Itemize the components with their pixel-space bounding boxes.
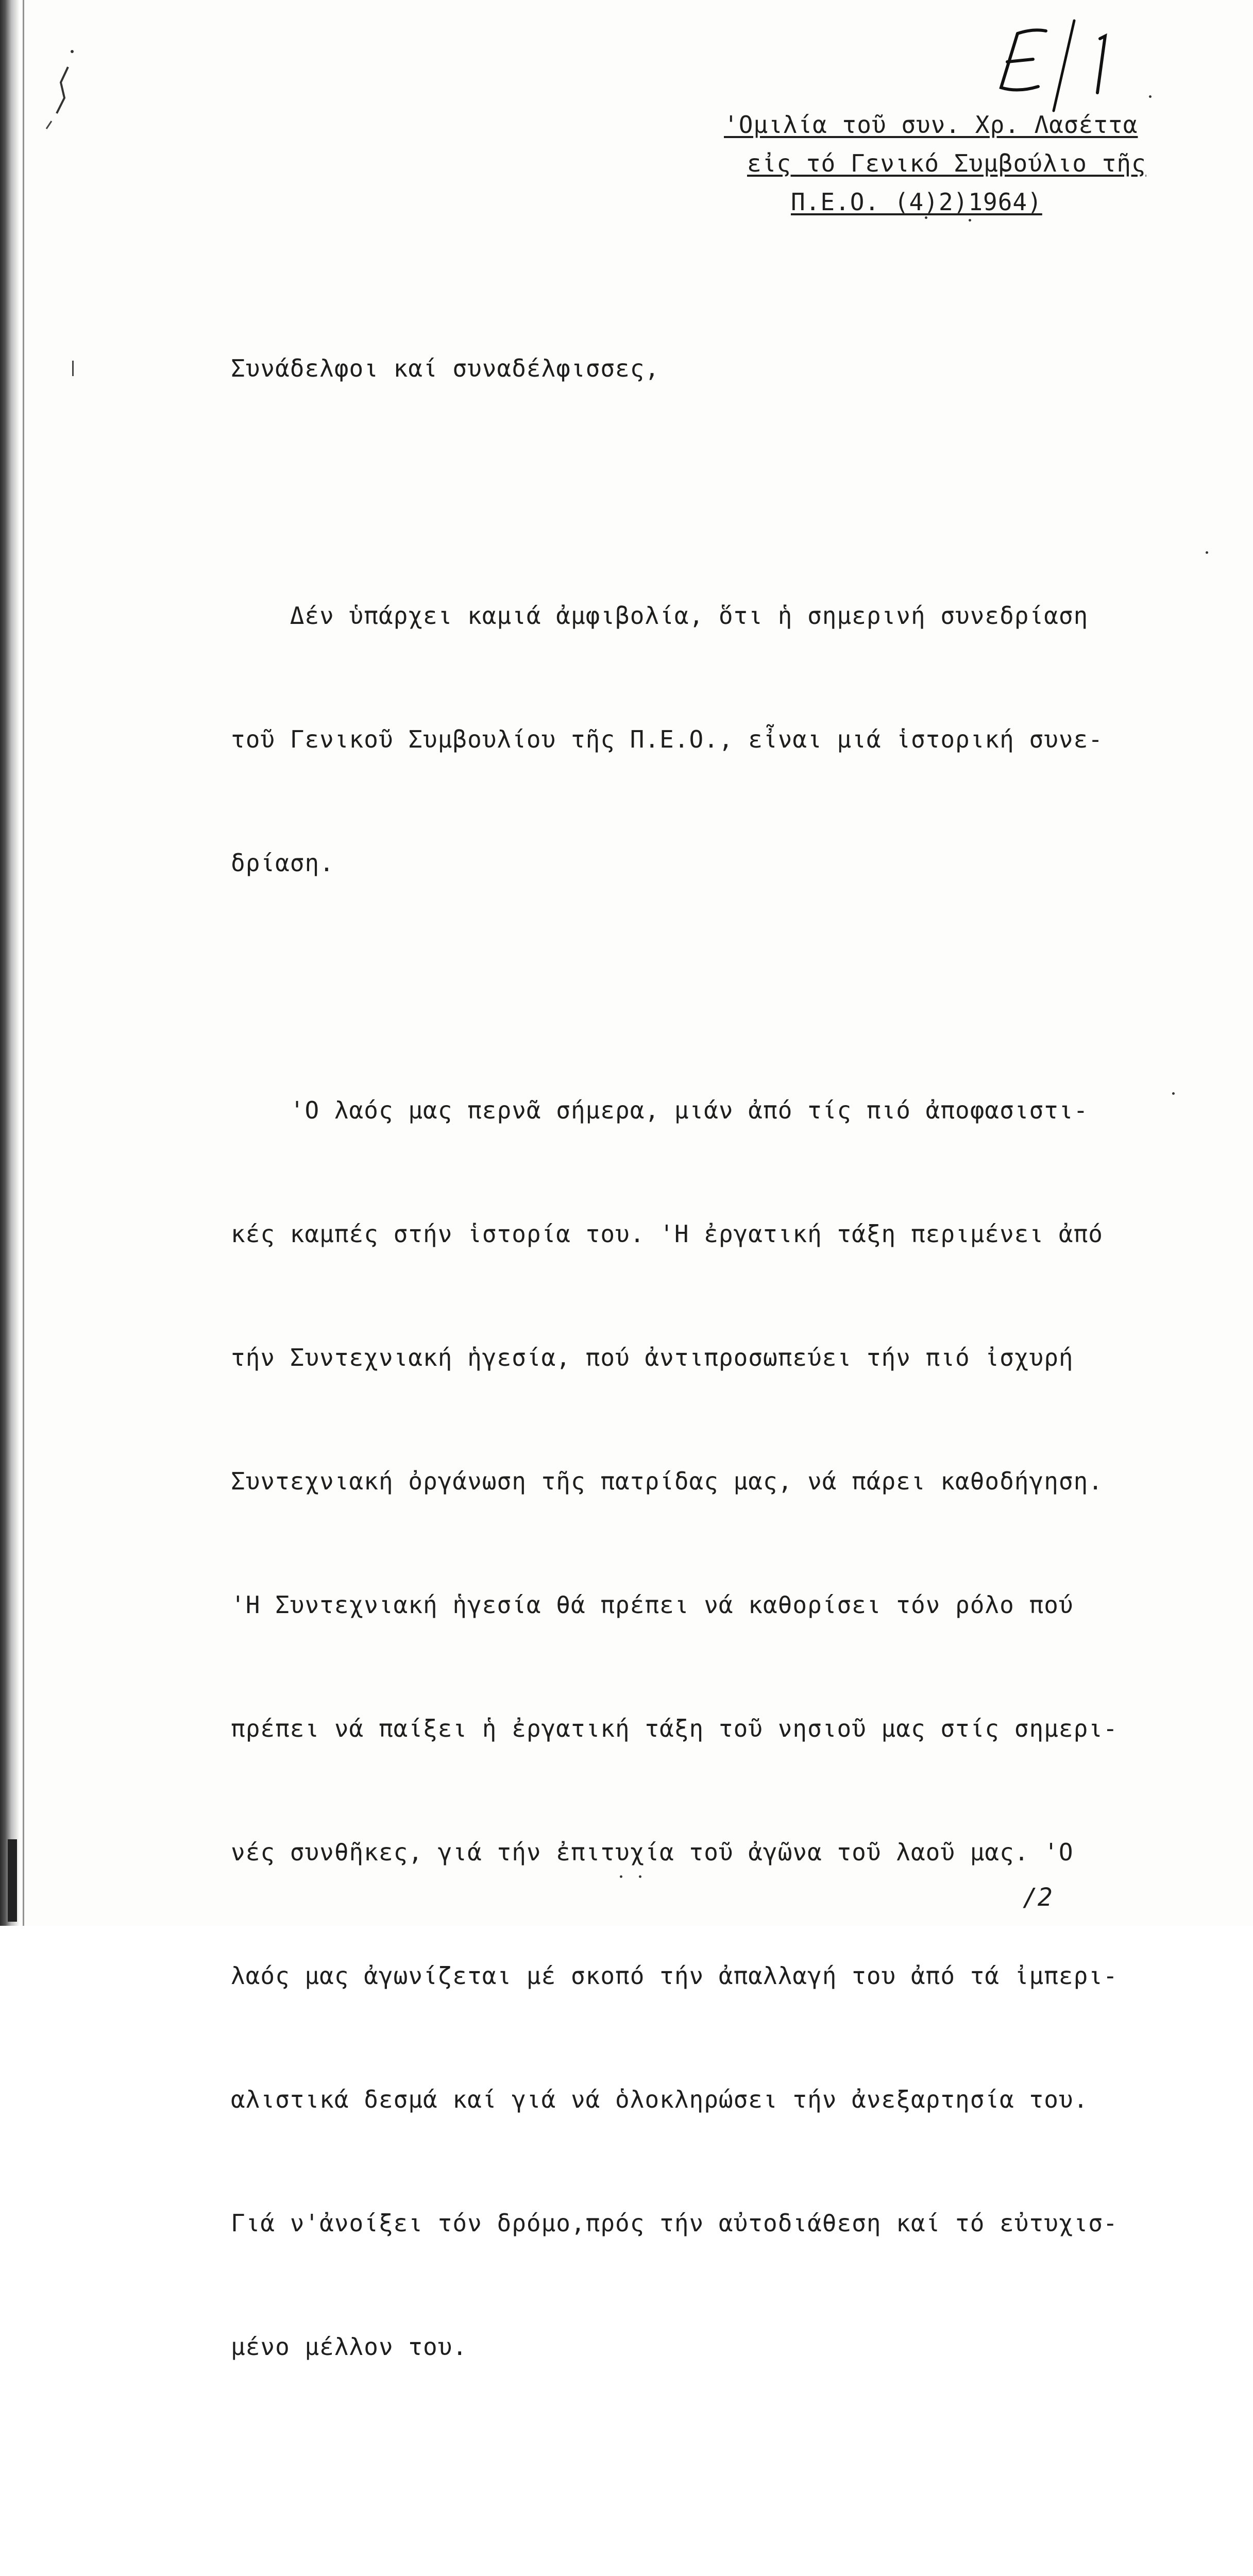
document-body (231, 265, 1235, 2576)
scan-speck (620, 1875, 622, 1878)
text-line: 'Η Συντεχνιακή ἡγεσία θά πρέπει νά καθορίσει τόν ρόλο πού (231, 1591, 1074, 1619)
text-line: Δέν ὑπάρχει καμιά ἀμφιβολία, ὅτι ἡ σημερινή συνεδρίαση (231, 602, 1089, 630)
scan-mark (72, 361, 74, 376)
handwritten-corner-mark (997, 15, 1131, 113)
scan-edge-line (23, 0, 24, 1926)
text-line: κές καμπές στήν ἱστορία του. 'Η ἐργατική τάξη περιμένει ἀπό (231, 1220, 1103, 1248)
text-line: Συντεχνιακή ὀργάνωση τῆς πατρίδας μας, νά πάρει καθοδήγηση. (231, 1467, 1103, 1495)
scan-binding-edge (0, 0, 20, 1926)
heading-line-2: εἰς τό Γενικό Συμβούλιο τῆς (747, 149, 1146, 177)
page-number: /2 (1023, 1883, 1053, 1912)
text-line: αλιστικά δεσμά καί γιά νά ὁλοκληρώσει τήν ἀνεξαρτησία του. (231, 2086, 1089, 2113)
scan-mark (8, 1839, 17, 1922)
text-line: δρίαση. (231, 849, 334, 877)
scan-corner-marks (36, 31, 82, 134)
text-line: μένο μέλλον του. (231, 2333, 468, 2361)
text-line: τήν Συντεχνιακή ἡγεσία, πού ἀντιπροσωπεύει τήν πιό ἰσχυρή (231, 1344, 1074, 1371)
scan-speck (1149, 95, 1152, 98)
scan-speck (969, 219, 971, 222)
text-line (231, 966, 1235, 1007)
heading-line-3: Π.Ε.Ο. (4)2)1964) (791, 188, 1042, 216)
heading-line-1: 'Ομιλία τοῦ συν. Χρ. Λασέττα (724, 111, 1138, 139)
text-line (231, 471, 1235, 513)
document-heading (724, 106, 1146, 222)
text-line: τοῦ Γενικοῦ Συμβουλίου τῆς Π.Ε.Ο., εἶναι μιά ἱστορική συνε- (231, 725, 1103, 753)
scan-speck (639, 1875, 641, 1878)
text-line: νές συνθῆκες, γιά τήν ἐπιτυχία τοῦ ἀγῶνα τοῦ λαοῦ μας. 'Ο (231, 1838, 1074, 1866)
scan-speck (925, 216, 927, 219)
text-line: λαός μας ἀγωνίζεται μέ σκοπό τήν ἀπαλλαγή του ἀπό τά ἰμπερι- (231, 1962, 1118, 1990)
scan-speck (1206, 551, 1208, 554)
text-line: Συνάδελφοι καί συναδέλφισσες, (231, 354, 660, 382)
text-line (231, 2450, 1235, 2491)
text-line: 'Ο λαός μας περνᾶ σήμερα, μιάν ἀπό τίς πιό ἀποφασιστι- (231, 1096, 1089, 1124)
scan-speck (1172, 1092, 1175, 1095)
text-line: πρέπει νά παίξει ἡ ἐργατική τάξη τοῦ νησιοῦ μας στίς σημερι- (231, 1715, 1118, 1742)
text-line: Γιά ν'ἀνοίξει τόν δρόμο,πρός τήν αὐτοδιάθεση καί τό εὐτυχισ- (231, 2209, 1118, 2237)
text-line (231, 2573, 1235, 2576)
